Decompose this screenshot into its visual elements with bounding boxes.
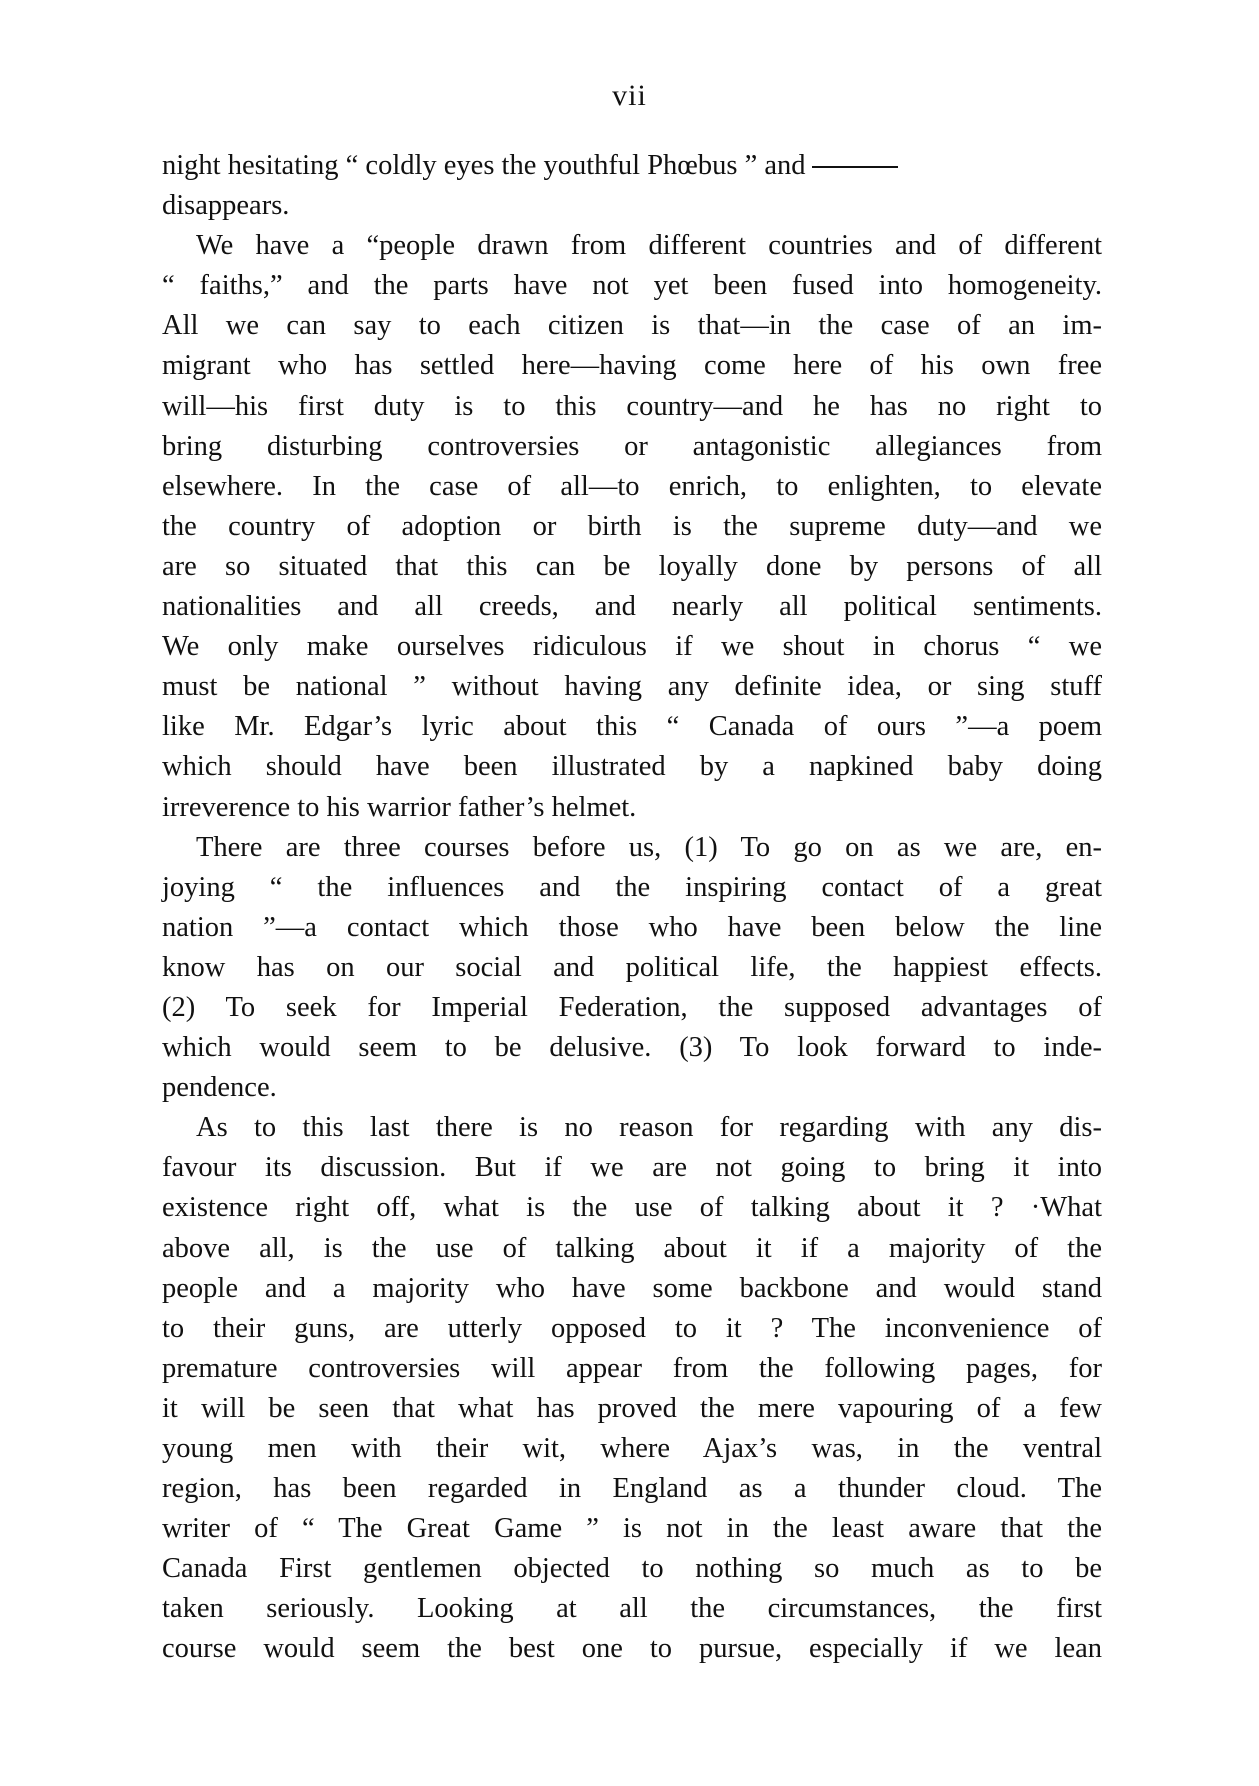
page-number: vii: [612, 79, 647, 112]
text-line: nation ”—a contact which those who have been below the line: [162, 911, 1102, 943]
text-line: There are three courses before us, (1) To go on as we are, en-: [196, 831, 1102, 863]
text-line: existence right off, what is the use of talking about it ? ·What: [162, 1192, 1102, 1224]
paragraph: [162, 828, 1102, 1109]
text-line: young men with their wit, where Ajax’s was, in the ventral: [162, 1433, 1102, 1464]
text-line: [162, 146, 1102, 186]
text-line: premature controversies will appear from the following pages, for: [162, 1352, 1102, 1384]
text-line: course would seem the best one to pursue, especially if we lean: [162, 1633, 1102, 1665]
text-line: know has on our social and political life, the happiest effects.: [162, 951, 1102, 983]
paragraph: [162, 146, 1102, 226]
text-line: the country of adoption or birth is the supreme duty—and we: [162, 510, 1102, 542]
text-line: All we can say to each citizen is that—in the case of an im-: [162, 310, 1102, 342]
text-line: As to this last there is no reason for regarding with any dis-: [196, 1112, 1102, 1144]
text-line: region, has been regarded in England as a thunder cloud. The: [162, 1473, 1102, 1505]
text-line: bring disturbing controversies or antagonistic allegiances from: [162, 430, 1102, 462]
em-rule: [812, 166, 898, 168]
text-line: Canada First gentlemen objected to nothing so much as to be: [162, 1553, 1102, 1585]
text-line: must be national ” without having any definite idea, or sing stuff: [162, 671, 1102, 703]
text-line: nationalities and all creeds, and nearly all political sentiments.: [162, 591, 1102, 623]
text-line: taken seriously. Looking at all the circumstances, the first: [162, 1593, 1102, 1625]
body-text: [162, 146, 1102, 1670]
text-line: people and a majority who have some backbone and would stand: [162, 1272, 1102, 1304]
text-line: We have a “people drawn from different countries and of different: [196, 230, 1102, 262]
text-line: We only make ourselves ridiculous if we shout in chorus “ we: [162, 631, 1102, 663]
text-line: to their guns, are utterly opposed to it ? The inconvenience of: [162, 1312, 1102, 1344]
text-line: it will be seen that what has proved the mere vapouring of a few: [162, 1392, 1102, 1424]
text-line: are so situated that this can be loyally done by persons of all: [162, 550, 1102, 582]
text-line: irreverence to his warrior father’s helmet.: [162, 791, 637, 823]
text-line: (2) To seek for Imperial Federation, the supposed advantages of: [162, 991, 1102, 1023]
line-text: night hesitating “ coldly eyes the youthful Phœbus ” and: [162, 150, 806, 181]
text-line: writer of “ The Great Game ” is not in the least aware that the: [162, 1513, 1102, 1545]
text-line: will—his first duty is to this country—and he has no right to: [162, 390, 1102, 422]
text-line: which would seem to be delusive. (3) To look forward to inde-: [162, 1032, 1102, 1064]
text-line: which should have been illustrated by a napkined baby doing: [162, 751, 1102, 783]
text-line: pendence.: [162, 1072, 277, 1104]
text-line: disappears.: [162, 190, 290, 222]
paragraph: [162, 226, 1102, 827]
text-line: elsewhere. In the case of all—to enrich, to enlighten, to elevate: [162, 470, 1102, 502]
paragraph: [162, 1108, 1102, 1669]
text-line: above all, is the use of talking about it if a majority of the: [162, 1232, 1102, 1264]
text-line: like Mr. Edgar’s lyric about this “ Canada of ours ”—a poem: [162, 711, 1102, 743]
text-line: favour its discussion. But if we are not going to bring it into: [162, 1152, 1102, 1184]
text-line: “ faiths,” and the parts have not yet been fused into homogeneity.: [162, 270, 1102, 302]
text-line: joying “ the influences and the inspiring contact of a great: [162, 871, 1102, 903]
text-line: migrant who has settled here—having come here of his own free: [162, 350, 1102, 382]
